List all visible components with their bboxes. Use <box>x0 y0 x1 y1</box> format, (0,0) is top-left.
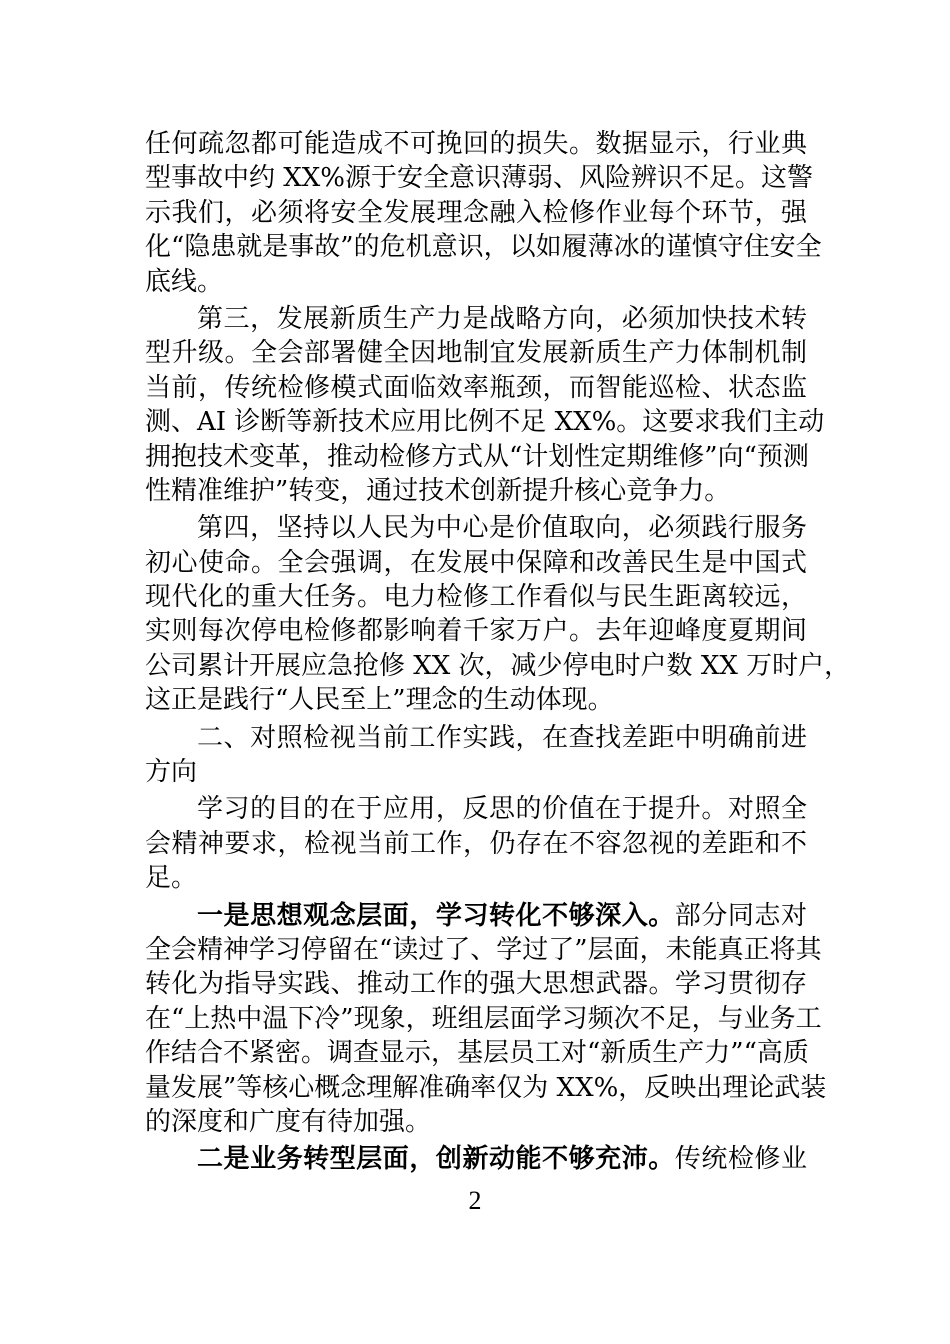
line-text: 第四，坚持以人民为中心是价值取向，必须践行服务 <box>197 513 807 544</box>
line-text: 底线。 <box>145 266 224 297</box>
line-text: 实则每次停电检修都影响着千家万户。去年迎峰度夏期间 <box>145 616 807 647</box>
paragraph <box>145 127 822 299</box>
line-text: 在“上热中温下冷”现象，班组层面学习频次不足，与业务工 <box>145 1003 822 1034</box>
line-text: 量发展”等核心概念理解准确率仅为 XX%，反映出理论武装 <box>145 1072 827 1103</box>
text-line <box>145 196 807 230</box>
line-text: 初心使命。全会强调，在发展中保障和改善民生是中国式 <box>145 547 807 578</box>
text-line <box>145 371 807 405</box>
text-line <box>145 336 807 370</box>
paragraph <box>145 792 807 895</box>
text-line <box>145 161 813 195</box>
line-text: 型升级。全会部署健全因地制宜发展新质生产力体制机制 <box>145 338 807 369</box>
line-text: 这正是践行“人民至上”理念的生动体现。 <box>145 685 614 716</box>
bold-lead-text: 二是业务转型层面，创新动能不够充沛。 <box>197 1144 675 1175</box>
text-line <box>145 827 807 861</box>
paragraph <box>145 721 807 790</box>
text-line <box>145 614 807 648</box>
line-text: 第三，发展新质生产力是战略方向，必须加快技术转 <box>197 303 807 334</box>
text-line <box>145 792 807 826</box>
line-text: 化“隐患就是事故”的危机意识，以如履薄冰的谨慎守住安全 <box>145 232 822 263</box>
line-text: 型事故中约 XX%源于安全意识薄弱、风险辨识不足。这警 <box>145 163 813 194</box>
text-line <box>145 1036 807 1070</box>
line-text: 传统检修业 <box>674 1144 807 1175</box>
text-line <box>145 230 822 264</box>
text-line <box>145 933 822 967</box>
line-text: 足。 <box>145 863 198 894</box>
paragraph <box>145 899 827 1140</box>
line-text: 会精神要求，检视当前工作，仍存在不容忽视的差距和不 <box>145 828 807 859</box>
line-text: 的深度和广度有待加强。 <box>145 1106 432 1137</box>
page-number: 2 <box>468 1186 482 1215</box>
line-text: 性精准维护”转变，通过技术创新提升核心竞争力。 <box>145 475 731 506</box>
text-line <box>145 546 807 580</box>
line-text: 测、AI 诊断等新技术应用比例不足 XX%。这要求我们主动 <box>145 407 825 438</box>
line-text: 现代化的重大任务。电力检修工作看似与民生距离较远， <box>145 582 807 613</box>
text-line <box>145 649 851 683</box>
text-line <box>145 580 807 614</box>
text-line <box>145 1142 807 1176</box>
text-line <box>145 511 807 545</box>
text-line <box>145 721 807 755</box>
document-body <box>145 127 851 1180</box>
line-text: 示我们，必须将安全发展理念融入检修作业每个环节，强 <box>145 197 807 228</box>
text-line <box>145 1071 827 1105</box>
text-line <box>145 967 807 1001</box>
line-text: 公司累计开展应急抢修 XX 次，减少停电时户数 XX 万时户， <box>145 650 851 681</box>
bold-lead-text: 一是思想观念层面，学习转化不够深入。 <box>197 900 675 931</box>
text-line <box>145 683 807 717</box>
text-line <box>145 127 807 161</box>
line-text: 任何疏忽都可能造成不可挽回的损失。数据显示，行业典 <box>145 129 807 159</box>
line-text: 当前，传统检修模式面临效率瓶颈，而智能巡检、状态监 <box>145 372 807 403</box>
text-line <box>145 755 807 789</box>
text-line <box>145 440 807 474</box>
line-text: 作结合不紧密。调查显示，基层员工对“新质生产力”“高质 <box>145 1038 809 1069</box>
text-line <box>145 405 825 439</box>
line-text: 部分同志对 <box>674 900 807 931</box>
text-line <box>145 265 807 299</box>
text-line <box>145 302 807 336</box>
line-text: 方向 <box>145 757 198 788</box>
text-line <box>145 1002 822 1036</box>
line-text: 全会精神学习停留在“读过了、学过了”层面，未能真正将其 <box>145 934 822 965</box>
line-text: 学习的目的在于应用，反思的价值在于提升。对照全 <box>197 794 807 825</box>
line-text: 拥抱技术变革，推动检修方式从“计划性定期维修”向“预测 <box>145 441 809 472</box>
text-line <box>145 1105 807 1139</box>
text-line <box>145 474 807 508</box>
paragraph <box>145 1142 807 1176</box>
line-text: 二、对照检视当前工作实践，在查找差距中明确前进 <box>197 722 807 753</box>
text-line <box>145 861 807 895</box>
text-line <box>145 899 807 933</box>
line-text: 转化为指导实践、推动工作的强大思想武器。学习贯彻存 <box>145 969 807 1000</box>
paragraph <box>145 511 851 717</box>
paragraph <box>145 302 825 508</box>
